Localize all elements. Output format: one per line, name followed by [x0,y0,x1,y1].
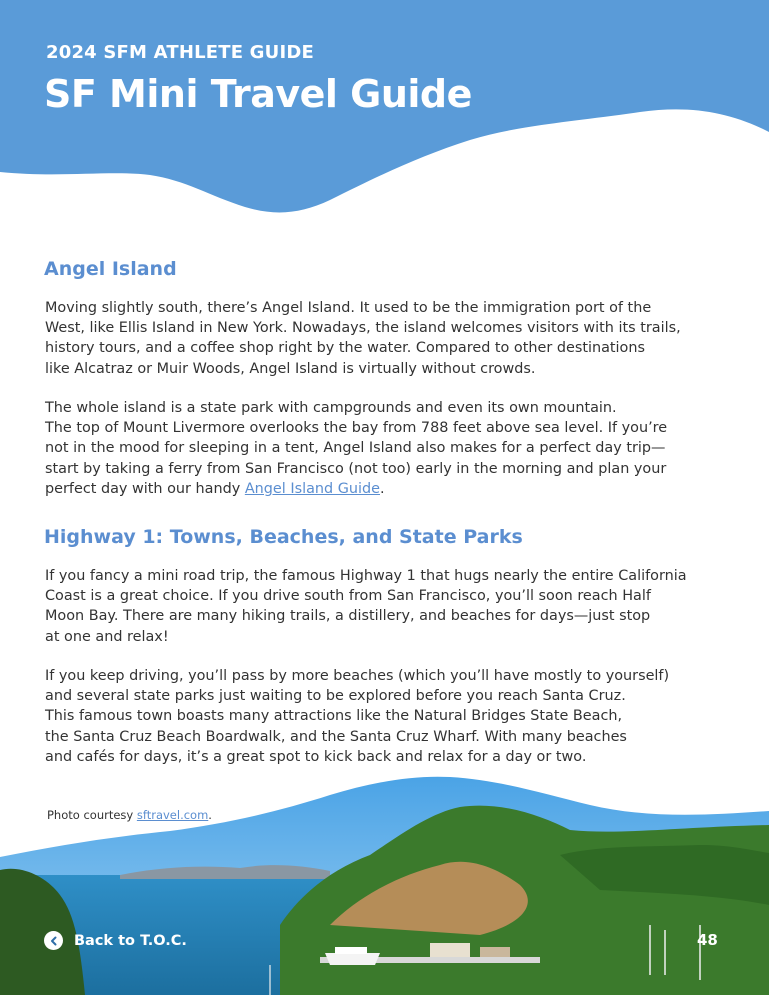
page-title: SF Mini Travel Guide [44,72,472,116]
text-line: Coast is a great choice. If you drive south from San Francisco, you’ll soon reach Half [45,588,651,605]
text-line: The top of Mount Livermore overlooks the bay from 788 feet above sea level. If you’re [45,420,668,437]
text-line: and cafés for days, it’s a great spot to kick back and relax for a day or two. [45,748,587,765]
text-line: West, like Ellis Island in New York. Nowadays, the island welcomes visitors with its trails, [45,320,681,337]
chevron-left-icon [44,931,63,950]
angel-island-guide-link[interactable]: Angel Island Guide [244,480,380,497]
highway-paragraph-2 [45,666,745,767]
angel-island-paragraph-1 [45,298,745,379]
back-to-toc-button[interactable] [44,931,187,950]
sftravel-link[interactable]: sftravel.com [136,808,209,822]
text-line: the Santa Cruz Beach Boardwalk, and the Santa Cruz Wharf. With many beaches [45,728,627,745]
text-line: history tours, and a coffee shop right by the water. Compared to other destinations [45,340,645,357]
photo-credit [47,808,212,822]
back-to-toc-label: Back to T.O.C. [74,932,187,949]
text-line: If you fancy a mini road trip, the famous Highway 1 that hugs nearly the entire California [45,568,687,584]
text-line: The whole island is a state park with campgrounds and even its own mountain. [45,400,617,416]
section-heading-angel-island: Angel Island [44,258,177,280]
text-line: and several state parks just waiting to be explored before you reach Santa Cruz. [45,688,626,705]
photo-credit-prefix: Photo courtesy [47,808,137,822]
text-line: start by taking a ferry from San Francisco (not too) early in the morning and plan your [45,460,667,477]
text-line: This famous town boasts many attractions like the Natural Bridges State Beach, [45,708,623,725]
page-number: 48 [697,931,718,949]
section-heading-highway-1: Highway 1: Towns, Beaches, and State Parks [44,526,523,548]
text-line: like Alcatraz or Muir Woods, Angel Island is virtually without crowds. [45,360,536,377]
text-line: Moon Bay. There are many hiking trails, a distillery, and beaches for days—just stop [45,608,651,625]
angel-island-paragraph-2 [45,398,745,499]
text-line: at one and relax! [45,628,169,645]
text-line: not in the mood for sleeping in a tent, Angel Island also makes for a perfect day trip— [45,440,666,457]
text-line: Moving slightly south, there’s Angel Island. It used to be the immigration port of the [45,300,652,316]
text-line-prefix: perfect day with our handy [45,480,245,497]
photo-credit-suffix: . [208,808,212,822]
text-line: If you keep driving, you’ll pass by more beaches (which you’ll have mostly to yourself) [45,668,670,684]
text-line [45,479,745,499]
text-line-suffix: . [380,480,385,497]
highway-paragraph-1 [45,566,745,647]
guide-kicker: 2024 SFM ATHLETE GUIDE [46,42,315,63]
